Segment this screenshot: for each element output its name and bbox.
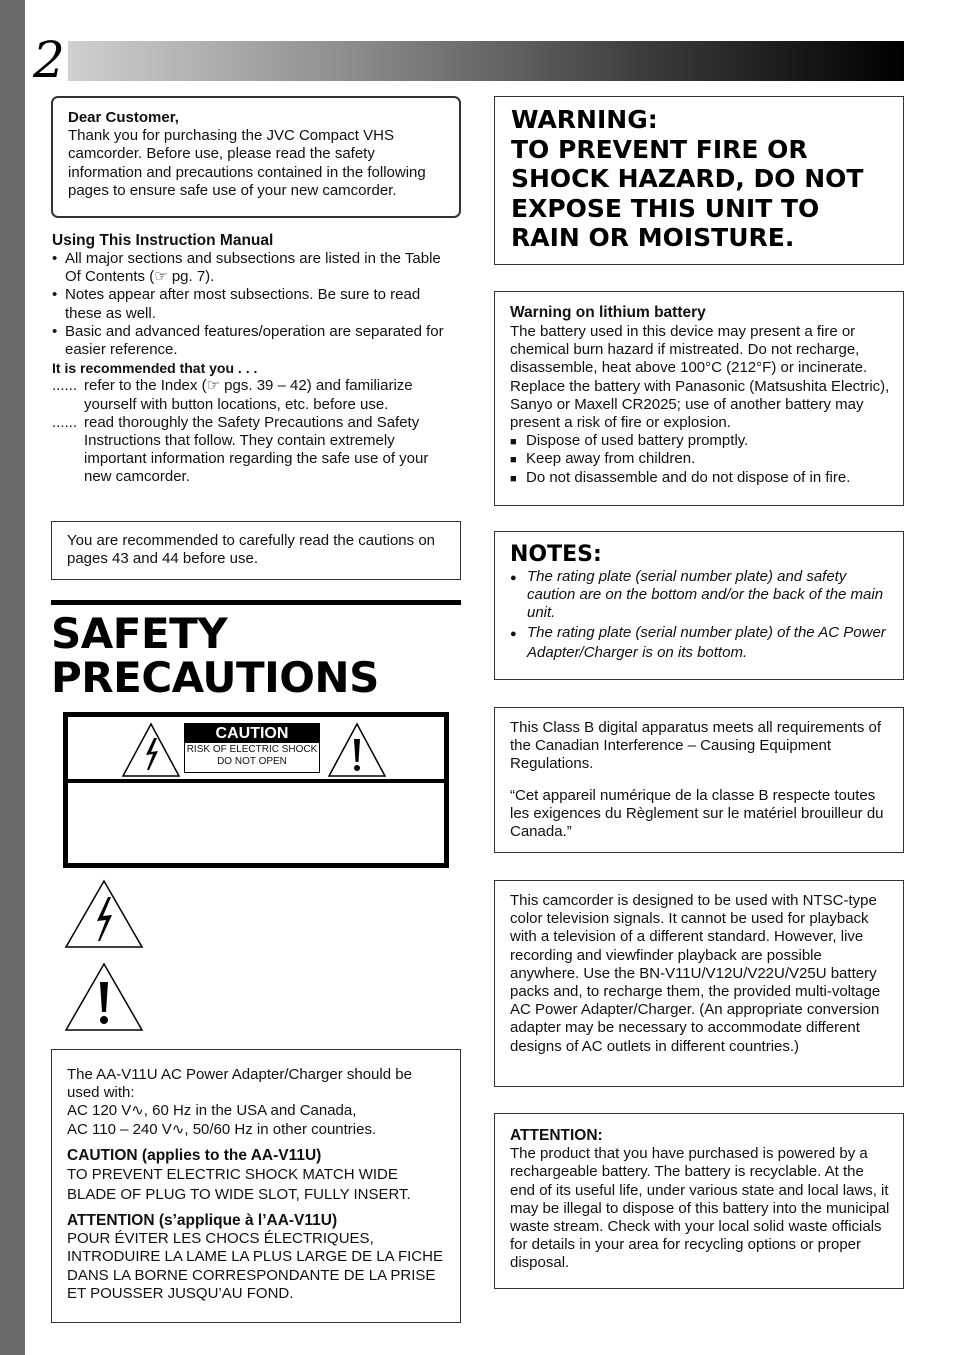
recommended-item — [52, 377, 460, 413]
attention-box — [494, 1113, 904, 1289]
recommended-text: refer to the Index (☞ pgs. 39 – 42) and familiarize yourself with button locations, etc. before use. — [84, 377, 413, 413]
list-item: ■ Dispose of used battery promptly. — [510, 432, 891, 450]
caution-label-row — [68, 717, 444, 783]
lithium-title: Warning on lithium battery — [510, 304, 706, 321]
attention-title: ATTENTION (s’applique à l’AA-V11U) — [67, 1212, 338, 1230]
recommended-item — [52, 414, 460, 487]
class-b-box — [494, 707, 904, 853]
caution-label — [184, 723, 320, 773]
lithium-battery-box — [494, 291, 904, 506]
notes-list — [510, 568, 891, 663]
attention-heading: ATTENTION: — [510, 1127, 603, 1144]
ntsc-text: This camcorder is designed to be used with NTSC-type color television signals. It cannot be used for playback with a television of a different standard. However, live recording and viewfinder playback are possible anywhere. Use the BN-V11U/V12U/V22U/V25U battery packs and, to recharge them, the provided multi-voltage AC Power Adapter/Charger. (An appropriate conversion adapter may be necessary to accommodate different designs of AC outlets in different countries.) — [510, 892, 881, 1055]
caution-frame — [63, 712, 449, 868]
dear-customer-title: Dear Customer, — [68, 109, 179, 126]
lightning-warning-icon — [121, 722, 181, 778]
attention-text: The product that you have purchased is powered by a rechargeable battery. The battery is recyclable. At the end of its useful life, under various state and local laws, it may be illegal to dispose of this battery into the municipal waste stream. Check with your local solid waste officials for details in your area for recycling options or proper disposal. — [510, 1145, 890, 1272]
page-number: 2 — [33, 31, 65, 89]
ntsc-box — [494, 880, 904, 1087]
caution-title: CAUTION (applies to the AA-V11U) — [67, 1146, 322, 1164]
leader-dots: ...... — [52, 377, 78, 395]
list-item: • Notes appear after most subsections. Be sure to read these as well. — [52, 286, 460, 322]
instruction-manual-section — [52, 231, 460, 487]
warning-text: TO PREVENT FIRE OR SHOCK HAZARD, DO NOT EXPOSE THIS UNIT TO RAIN OR MOISTURE. — [511, 134, 864, 253]
exclamation-warning-icon — [64, 962, 144, 1032]
list-item: • Basic and advanced features/operation are separated for easier reference. — [52, 323, 460, 359]
exclamation-warning-icon — [327, 722, 387, 778]
cautions-note-text: You are recommended to carefully read the cautions on pages 43 and 44 before use. — [67, 532, 436, 568]
safety-precautions-title — [51, 609, 379, 702]
power-adapter-intro: AC 120 V∿, 60 Hz in the USA and Canada, — [67, 1102, 357, 1120]
caution-label-line: RISK OF ELECTRIC SHOCK — [186, 744, 318, 755]
list-item: ● The rating plate (serial number plate) and safety caution are on the bottom and/or the back of the main unit. — [510, 568, 891, 623]
cautions-note-box — [51, 521, 461, 580]
side-tab — [0, 0, 25, 1355]
class-b-english: This Class B digital apparatus meets all requirements of the Canadian Interference – Causing Equipment Regulations. — [510, 719, 882, 773]
dear-customer-box — [51, 96, 461, 218]
leader-dots: ...... — [52, 413, 78, 431]
caution-body: TO PREVENT ELECTRIC SHOCK MATCH WIDE BLADE OF PLUG TO WIDE SLOT, FULLY INSERT. — [67, 1166, 411, 1204]
power-adapter-box — [51, 1049, 461, 1323]
list-item: ■ Keep away from children. — [510, 450, 891, 468]
warning-heading: WARNING: — [511, 105, 658, 134]
class-b-french: “Cet appareil numérique de la classe B respecte toutes les exigences du Règlement sur le matériel brouilleur du Canada.” — [510, 786, 884, 841]
lithium-body: The battery used in this device may present a fire or chemical burn hazard if mistreated. Do not recharge, disassemble, heat above 100°C (212°F) or incinerate. Replace the battery with Panasonic (Matsushita Electric), Sanyo or Maxell CR2025; use of another battery may present a risk of fire or explosion. — [510, 323, 890, 432]
recommended-title: It is recommended that you . . . — [52, 360, 258, 377]
dear-customer-body: Thank you for purchasing the JVC Compact VHS camcorder. Before use, please read the safety information and precautions contained in the following pages to ensure safe use of your new camcorder. — [68, 127, 426, 199]
list-item: ● The rating plate (serial number plate) of the AC Power Adapter/Charger is on its bottom. — [510, 623, 891, 663]
list-item: ■ Do not disassemble and do not dispose of in fire. — [510, 469, 891, 487]
power-adapter-intro: AC 110 – 240 V∿, 50/60 Hz in other countries. — [67, 1120, 377, 1138]
instruction-manual-bullets — [52, 250, 460, 359]
caution-label-header: CAUTION — [185, 724, 319, 743]
attention-body: POUR ÉVITER LES CHOCS ÉLECTRIQUES, INTRODUIRE LA LAME LA PLUS LARGE DE LA FICHE DANS LA BORNE CORRESPONDANTE DE LA PRISE ET POUSSER JUSQU’AU FOND. — [67, 1230, 443, 1302]
header-bar — [68, 41, 904, 81]
warning-box — [494, 96, 904, 265]
title-line: SAFETY — [51, 609, 228, 658]
lightning-warning-icon — [64, 879, 144, 949]
lithium-list — [510, 432, 891, 487]
notes-box — [494, 531, 904, 680]
title-line: PRECAUTIONS — [51, 653, 379, 702]
recommended-text: read thoroughly the Safety Precautions and Safety Instructions that follow. They contain extremely important information regarding the safe use of your new camcorder. — [84, 413, 429, 486]
caution-label-line: DO NOT OPEN — [217, 756, 287, 767]
power-adapter-intro: The AA-V11U AC Power Adapter/Charger should be used with: — [67, 1066, 412, 1102]
instruction-manual-title: Using This Instruction Manual — [52, 232, 274, 249]
title-rule — [51, 600, 461, 605]
notes-title: NOTES: — [510, 542, 602, 567]
list-item: • All major sections and subsections are listed in the Table Of Contents (☞ pg. 7). — [52, 250, 460, 286]
